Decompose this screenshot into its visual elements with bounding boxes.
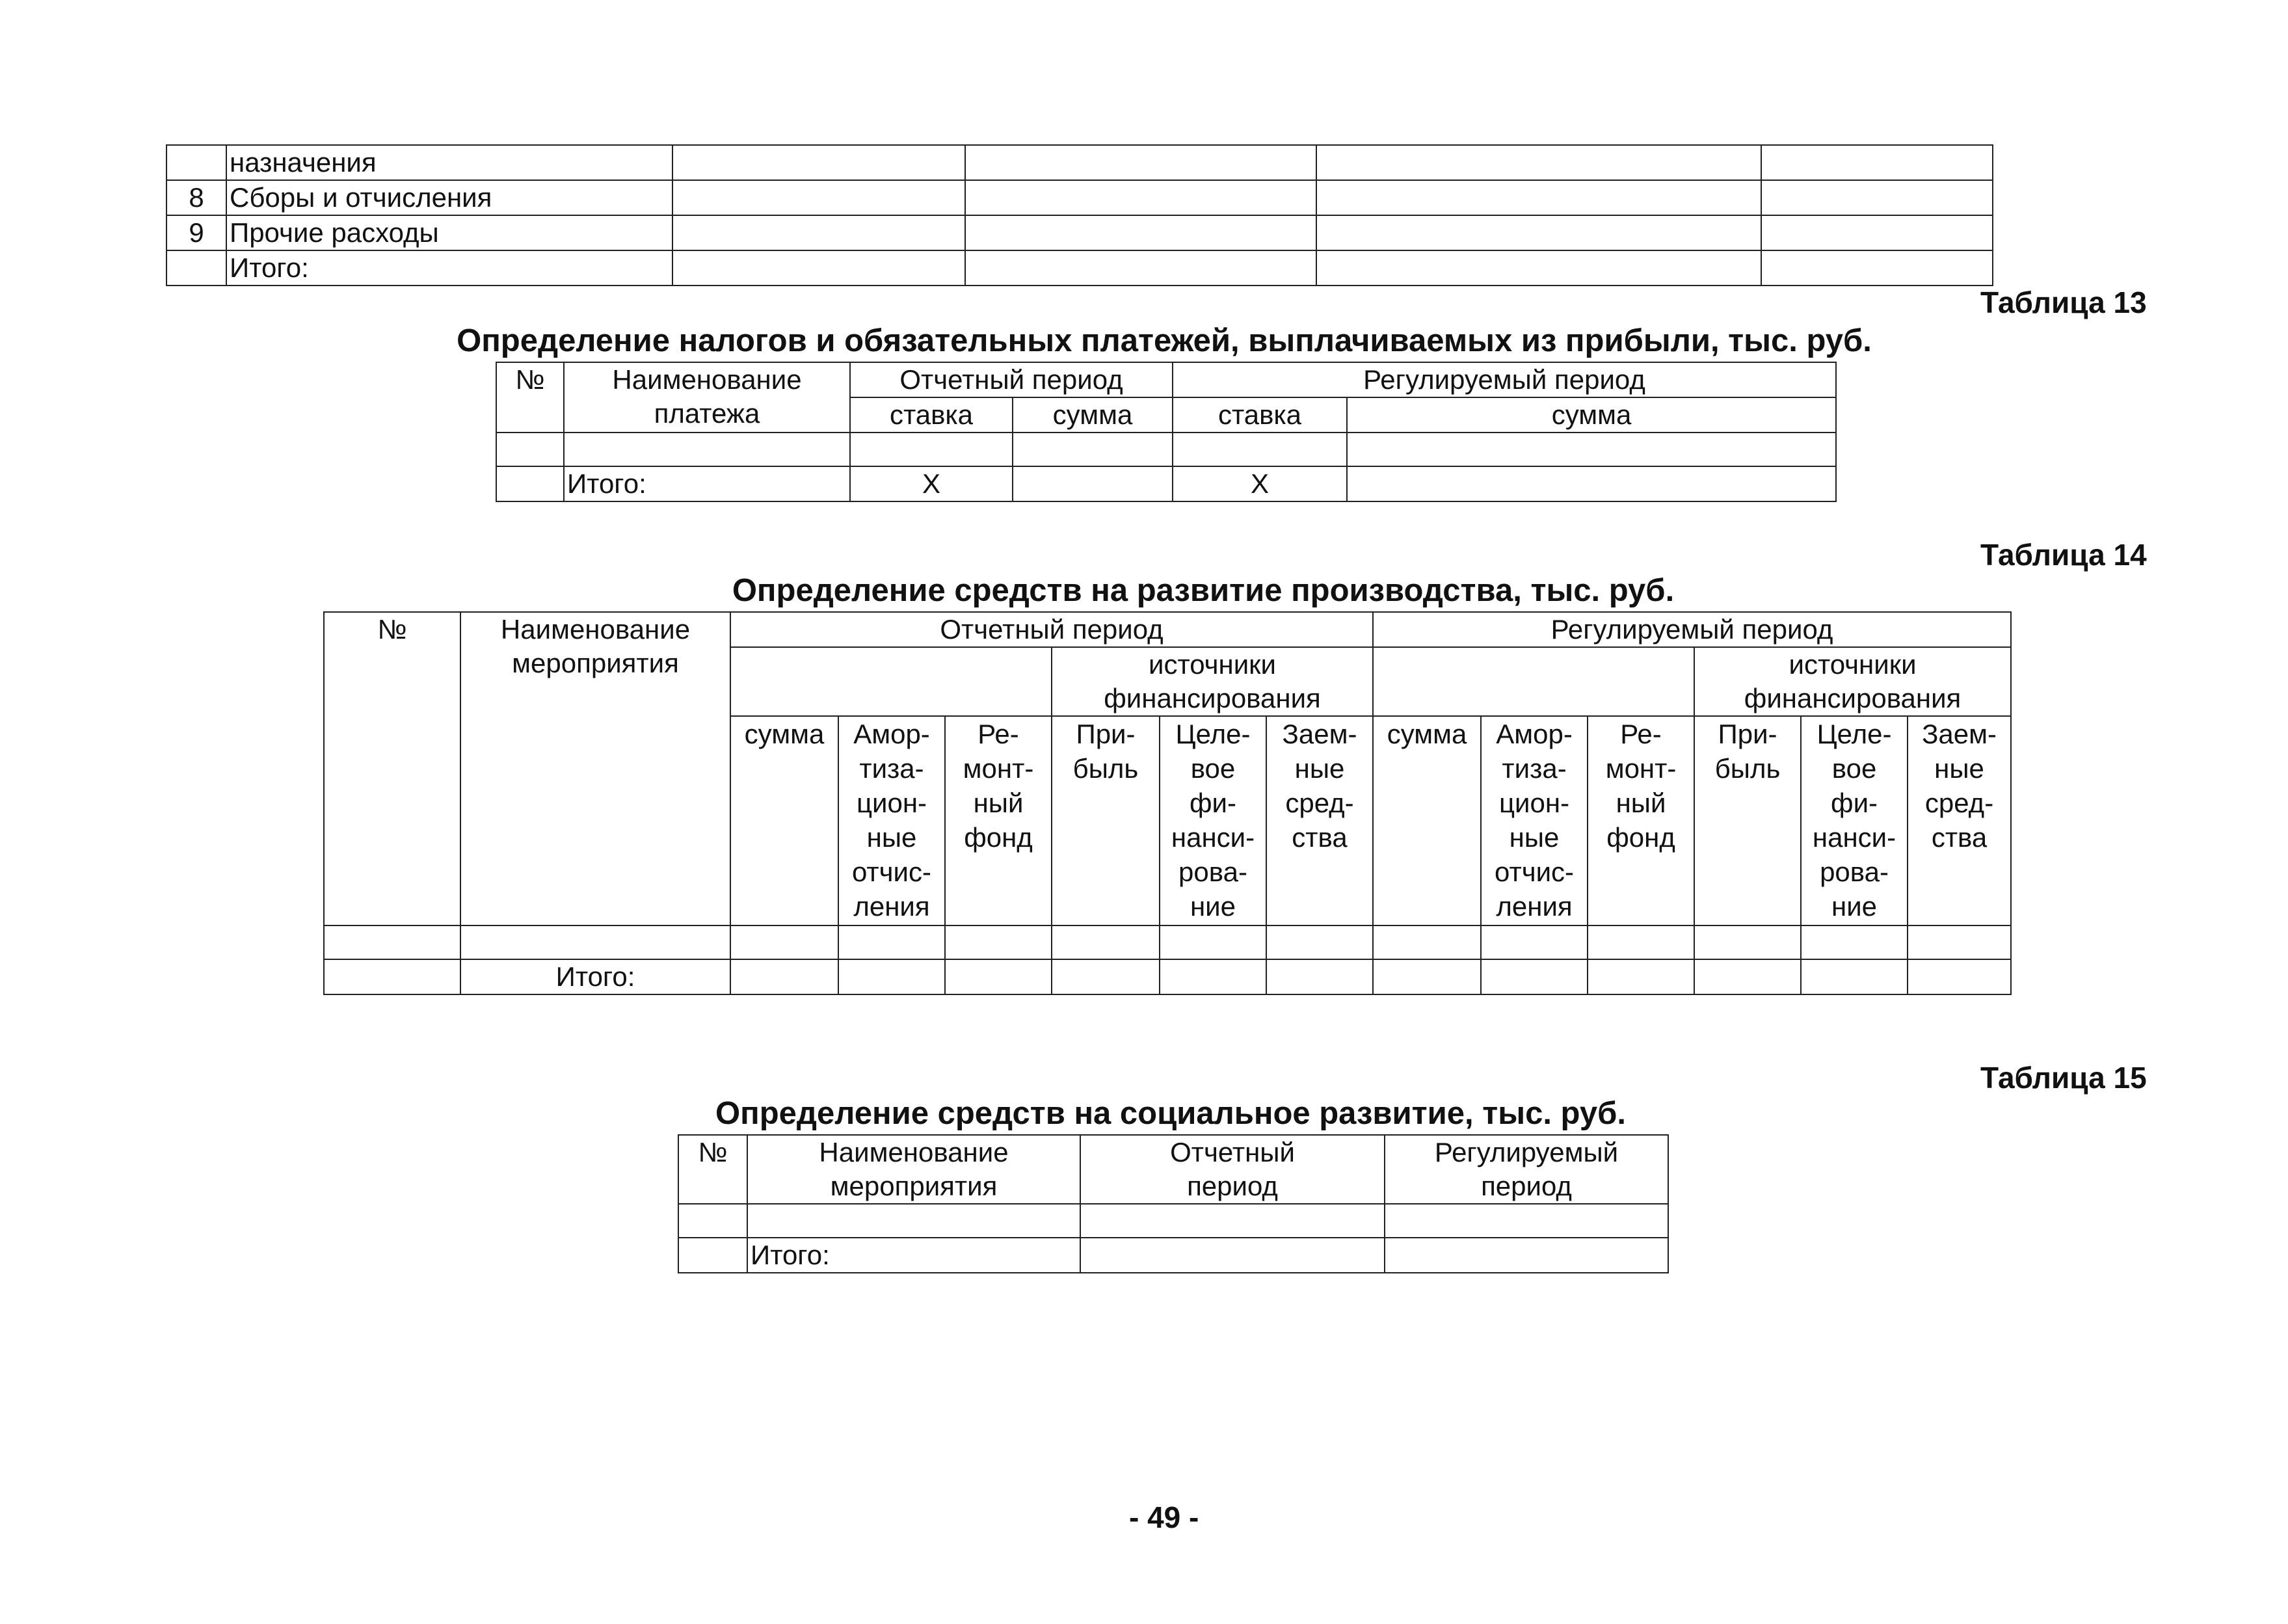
header-line: платежа [654, 398, 760, 429]
borrowed-funds-header: Заем- ные сред- ства [1266, 716, 1373, 925]
table-cell [324, 925, 460, 959]
table14-title: Определение средств на развитие производства, тыс. руб. [732, 573, 1675, 608]
table15-title: Определение средств на социальное развитие, тыс. руб. [715, 1096, 1626, 1131]
header-line: финансирования [1744, 683, 1962, 713]
col-num-header: № [324, 612, 460, 925]
row-number: 9 [166, 215, 226, 250]
header-line: период [1187, 1171, 1278, 1201]
total-label: Итого: [460, 959, 730, 994]
amortization-header: Амор- тиза- цион- ные отчис- ления [1481, 716, 1588, 925]
top-table-fragment [166, 144, 1993, 286]
table15-caption: Таблица 15 [1980, 1061, 2147, 1095]
row-name: Сборы и отчисления [226, 180, 672, 215]
header-line: Наименование [612, 364, 802, 395]
repair-fund-header: Ре- монт- ный фонд [1588, 716, 1694, 925]
table-cell [678, 1204, 747, 1238]
table15 [678, 1134, 1669, 1273]
target-financing-header: Целе- вое фи- нанси- рова- ние [1160, 716, 1266, 925]
table13-caption: Таблица 13 [1980, 286, 2147, 319]
header-line: источники [1148, 649, 1277, 680]
sum-header: сумма [1373, 716, 1481, 925]
header-line: период [1481, 1171, 1572, 1201]
rate-header: ставка [850, 397, 1013, 433]
header-line: мероприятия [830, 1171, 998, 1201]
table-cell [496, 433, 564, 466]
col-num-header: № [496, 362, 564, 433]
amortization-header: Амор- тиза- цион- ные отчис- ления [838, 716, 945, 925]
reporting-period-header [1080, 1135, 1385, 1204]
funding-sources-header [1052, 647, 1373, 716]
reporting-period-header: Отчетный период [730, 612, 1373, 647]
header-line: источники [1789, 649, 1917, 680]
total-label: Итого: [226, 250, 672, 286]
sum-header: сумма [730, 716, 838, 925]
table-cell [166, 145, 226, 180]
regulated-period-header: Регулируемый период [1373, 612, 2011, 647]
total-label: Итого: [747, 1238, 1080, 1273]
row-number: 8 [166, 180, 226, 215]
table13 [496, 362, 1837, 502]
col-name-header [460, 612, 730, 925]
header-line: Отчетный [1170, 1137, 1295, 1167]
table14-caption: Таблица 14 [1980, 538, 2147, 572]
col-name-header [564, 362, 850, 433]
repair-fund-header: Ре- монт- ный фонд [945, 716, 1052, 925]
regulated-period-header: Регулируемый период [1173, 362, 1836, 397]
profit-header: При- быль [1694, 716, 1801, 925]
header-line: финансирования [1104, 683, 1321, 713]
target-financing-header: Целе- вое фи- нанси- рова- ние [1801, 716, 1908, 925]
total-mark: X [850, 466, 1013, 501]
col-num-header: № [678, 1135, 747, 1204]
table13-title: Определение налогов и обязательных платежей, выплачиваемых из прибыли, тыс. руб. [457, 323, 1872, 358]
reporting-period-header: Отчетный период [850, 362, 1173, 397]
total-label: Итого: [564, 466, 850, 501]
borrowed-funds-header: Заем- ные сред- ства [1908, 716, 2011, 925]
row-name: назначения [226, 145, 672, 180]
total-mark: X [1173, 466, 1347, 501]
header-line: мероприятия [512, 648, 679, 678]
sum-header: сумма [1347, 397, 1836, 433]
page-number: - 49 - [1129, 1500, 1199, 1534]
header-line: Наименование [819, 1137, 1009, 1167]
regulated-period-header [1385, 1135, 1668, 1204]
funding-sources-header [1694, 647, 2011, 716]
col-name-header [747, 1135, 1080, 1204]
sum-header: сумма [1013, 397, 1173, 433]
row-name: Прочие расходы [226, 215, 672, 250]
header-line: Наименование [500, 614, 691, 645]
profit-header: При- быль [1052, 716, 1160, 925]
table14 [323, 611, 2012, 995]
rate-header: ставка [1173, 397, 1347, 433]
header-line: Регулируемый [1434, 1137, 1619, 1167]
row-number [166, 250, 226, 286]
